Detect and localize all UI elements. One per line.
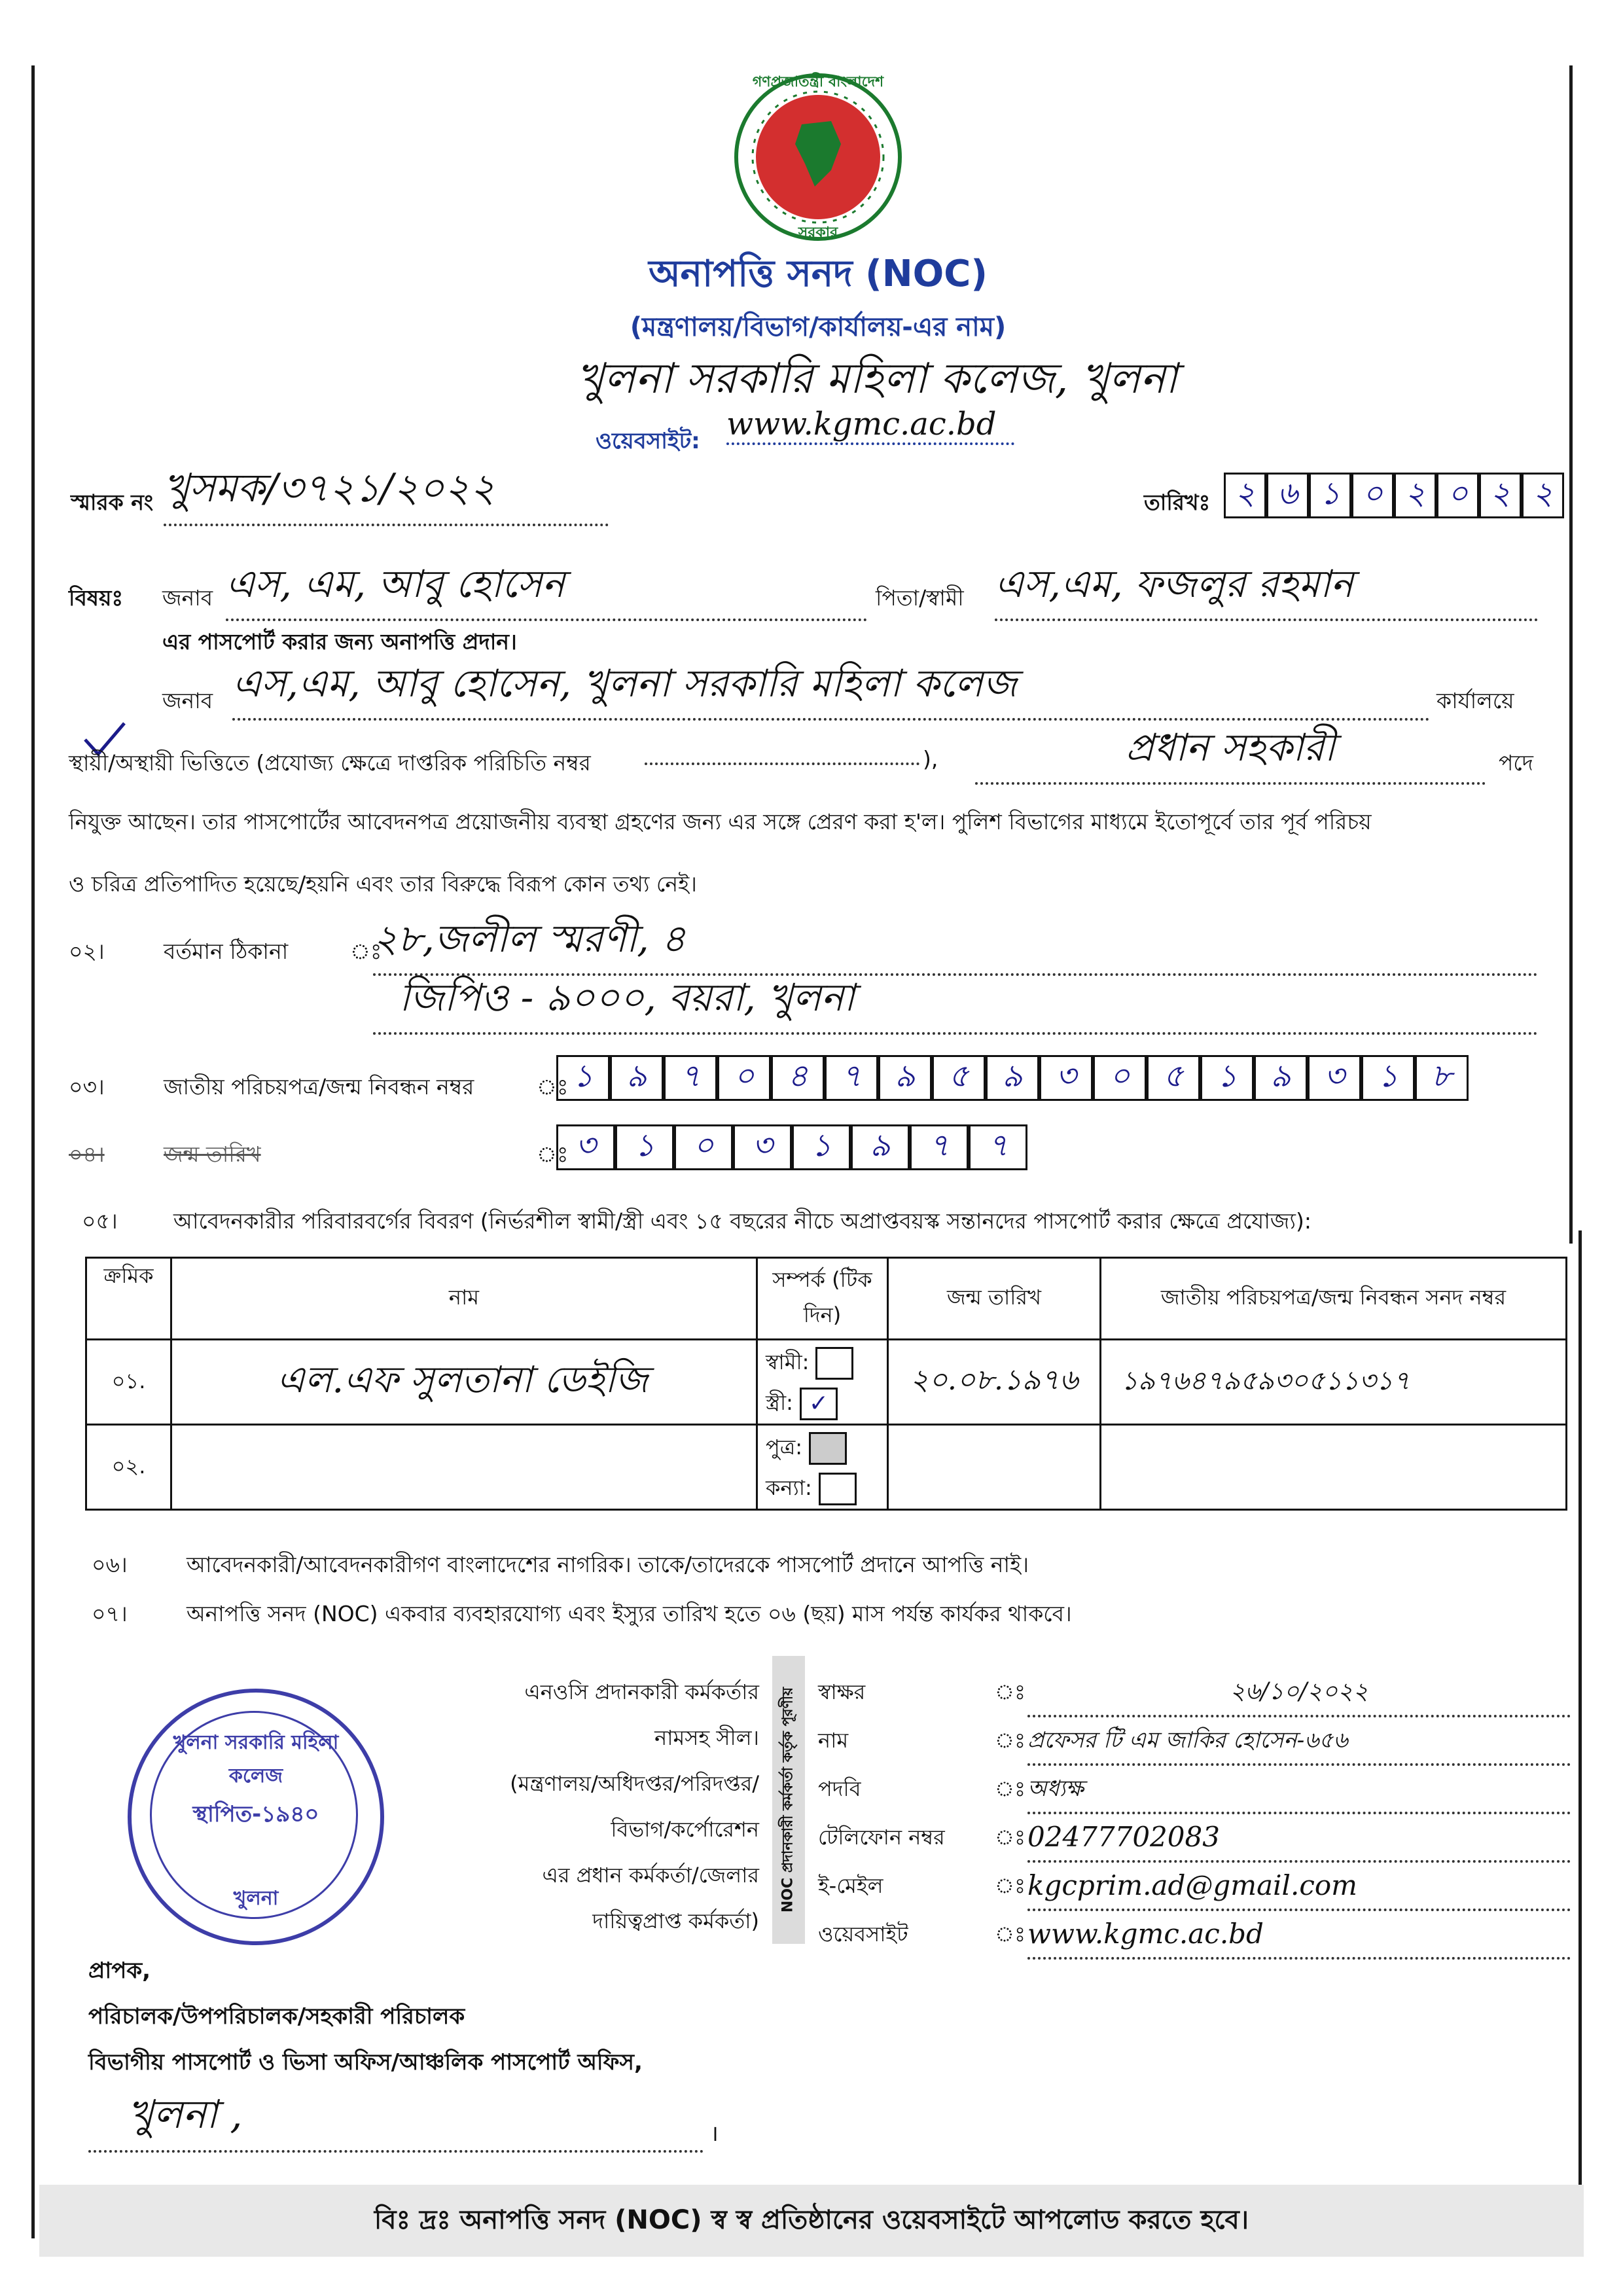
col-relation-header: সম্পর্ক (টিক দিন) bbox=[757, 1258, 888, 1340]
signatory-line: এর প্রধান কর্মকর্তা/জেলার bbox=[542, 1863, 759, 1888]
address-label: বর্তমান ঠিকানা bbox=[164, 939, 289, 964]
noc-vertical-label: NOC প্রদানকারী কর্মকর্তা কর্তৃক পূরণীয় bbox=[779, 1687, 796, 1913]
subject-father-label: পিতা/স্বামী bbox=[876, 585, 964, 611]
recipient-line1: পরিচালক/উপপরিচালক/সহকারী পরিচালক bbox=[88, 2003, 465, 2030]
nid-num: ০৩। bbox=[69, 1074, 105, 1100]
subject-line2: এর পাসপোর্ট করার জন্য অনাপত্তি প্রদান। bbox=[162, 629, 517, 655]
government-emblem bbox=[733, 72, 903, 242]
nid-digit-boxes bbox=[556, 1055, 1469, 1101]
nid-digit-box: ১ bbox=[556, 1055, 610, 1101]
address-sep: ঃ bbox=[350, 939, 382, 964]
nid-digit-box: ১ bbox=[1200, 1055, 1254, 1101]
table-row bbox=[86, 1340, 1567, 1425]
family-num: ০৫। bbox=[82, 1208, 118, 1234]
field-sep: ঃ bbox=[995, 1873, 1026, 1898]
address-line2: জিপিও - ৯০০০, বয়রা, খুলনা bbox=[373, 969, 1538, 1035]
signatory-fields bbox=[818, 1669, 1571, 1960]
recipient-label: প্রাপক, bbox=[88, 1958, 151, 1984]
dob-digit-box: ০ bbox=[674, 1124, 733, 1170]
field-sep: ঃ bbox=[995, 1728, 1026, 1753]
post-value: প্রধান সহকারী bbox=[975, 719, 1486, 785]
field-sep: ঃ bbox=[995, 1679, 1026, 1704]
body-mr-label: জনাব bbox=[162, 688, 213, 713]
emblem-arc-text: গণপ্রজাতন্ত্রী বাংলাদেশ bbox=[752, 74, 884, 90]
field-telephone bbox=[818, 1814, 1571, 1863]
relation-checkbox-2[interactable] bbox=[819, 1473, 857, 1505]
row-dob bbox=[888, 1425, 1101, 1510]
body-paragraph-line1: নিযুক্ত আছেন। তার পাসপোর্টের আবেদনপত্র প্রয়োজনীয় ব্যবস্থা গ্রহণের জন্য এর সঙ্গে প্রেরণ করা হ'ল। পুলিশ বিভাগের মাধ্যমে ইতোপূর্বে তার পূর্ব পরিচয় bbox=[69, 809, 1372, 834]
field-signature bbox=[818, 1669, 1571, 1717]
col-name-header: নাম bbox=[171, 1258, 757, 1340]
nid-digit-box: ০ bbox=[717, 1055, 771, 1101]
dob-digit-box: ১ bbox=[615, 1124, 674, 1170]
row-nid bbox=[1101, 1425, 1567, 1510]
field-sep: ঃ bbox=[995, 1825, 1026, 1850]
dob-digit-box: ৩ bbox=[556, 1124, 615, 1170]
page-subtitle: (মন্ত্রণালয়/বিভাগ/কার্যালয়-এর নাম) bbox=[630, 312, 1007, 342]
field-value: প্রফেসর টি এম জাকির হোসেন-৬৫৬ bbox=[1027, 1717, 1571, 1766]
nid-label: জাতীয় পরিচয়পত্র/জন্ম নিবন্ধন নম্বর bbox=[164, 1074, 474, 1100]
college-seal bbox=[128, 1689, 384, 1945]
signatory-line: (মন্ত্রণালয়/অধিদপ্তর/পরিদপ্তর/ bbox=[510, 1771, 759, 1796]
date-digit-box: ২ bbox=[1224, 473, 1266, 518]
field-value: 02477702083 bbox=[1027, 1814, 1571, 1863]
subject-name: এস, এম, আবু হোসেন bbox=[226, 555, 867, 621]
nid-digit-box: ৯ bbox=[878, 1055, 932, 1101]
nid-digit-box: ৩ bbox=[1039, 1055, 1093, 1101]
signatory-line: বিভাগ/কর্পোরেশন bbox=[611, 1817, 759, 1842]
page-right-edge-lower bbox=[1578, 1230, 1582, 2238]
seal-center-text: স্থাপিত-১৯৪০ bbox=[192, 1801, 319, 1827]
clause-06-text: আবেদনকারী/আবেদনকারীগণ বাংলাদেশের নাগরিক। তাকে/তাদেরকে পাসপোর্ট প্রদানে আপত্তি নাই। bbox=[187, 1552, 1029, 1577]
relation-option-1: স্বামী: bbox=[766, 1349, 810, 1374]
field-sep: ঃ bbox=[995, 1922, 1026, 1946]
signatory-left-block bbox=[393, 1669, 759, 1944]
field-label: পদবি bbox=[818, 1776, 861, 1801]
dob-digit-box: ১ bbox=[792, 1124, 851, 1170]
field-label: স্বাক্ষর bbox=[818, 1679, 866, 1704]
dob-num: ০৪। bbox=[69, 1141, 105, 1167]
dob-label: জন্ম তারিখ bbox=[164, 1141, 261, 1167]
row-relation bbox=[757, 1340, 888, 1425]
nid-digit-box: ৯ bbox=[986, 1055, 1039, 1101]
memo-label: স্মারক নং bbox=[71, 490, 154, 515]
relation-checkbox-1[interactable] bbox=[809, 1432, 847, 1465]
nid-digit-box: ৯ bbox=[1254, 1055, 1308, 1101]
date-digit-box: ২ bbox=[1394, 473, 1436, 518]
dob-digit-box: ৯ bbox=[851, 1124, 910, 1170]
basis-id-blank bbox=[645, 762, 919, 765]
subject-mr-label: জনাব bbox=[162, 585, 213, 611]
date-digit-box: ৬ bbox=[1266, 473, 1309, 518]
field-value: kgcprim.ad@gmail.com bbox=[1027, 1863, 1571, 1911]
col-nid-header: জাতীয় পরিচয়পত্র/জন্ম নিবন্ধন সনদ নম্বর bbox=[1101, 1258, 1567, 1340]
nid-sep: ঃ bbox=[537, 1074, 569, 1100]
field-label: নাম bbox=[818, 1728, 849, 1753]
noc-vertical-strip bbox=[772, 1656, 805, 1944]
row-dob: ২০.০৮.১৯৭৬ bbox=[888, 1340, 1101, 1425]
field-value: অধ্যক্ষ bbox=[1027, 1766, 1571, 1814]
subject-label: বিষয়ঃ bbox=[69, 585, 124, 611]
dob-digit-box: ৭ bbox=[910, 1124, 969, 1170]
address-line1: ২৮,জলীল স্মরণী, ৪ bbox=[373, 910, 1538, 976]
nid-digit-box: ৭ bbox=[825, 1055, 878, 1101]
signatory-line: নামসহ সীল। bbox=[654, 1725, 759, 1750]
table-row bbox=[86, 1425, 1567, 1510]
dob-digit-box: ৩ bbox=[733, 1124, 792, 1170]
dob-digit-box: ৭ bbox=[969, 1124, 1027, 1170]
website-label: ওয়েবসাইট: bbox=[596, 428, 700, 454]
dob-digit-boxes bbox=[556, 1124, 1027, 1170]
nid-digit-box: ৭ bbox=[664, 1055, 717, 1101]
date-digit-box: ২ bbox=[1522, 473, 1564, 518]
row-serial: ০২. bbox=[86, 1425, 171, 1510]
field-name bbox=[818, 1717, 1571, 1766]
col-dob-header: জন্ম তারিখ bbox=[888, 1258, 1101, 1340]
field-label: ই-মেইল bbox=[818, 1873, 883, 1898]
seal-ring-text: খুলনা সরকারি মহিলা কলেজ bbox=[173, 1731, 339, 1787]
dob-sep: ঃ bbox=[537, 1141, 569, 1167]
family-table bbox=[85, 1257, 1567, 1511]
address-num: ০২। bbox=[69, 939, 105, 964]
field-sep: ঃ bbox=[995, 1776, 1026, 1801]
field-label: টেলিফোন নম্বর bbox=[818, 1825, 945, 1850]
memo-value: খুসমক/৩৭২১/২০২২ bbox=[164, 458, 609, 526]
relation-checkbox-1[interactable] bbox=[815, 1347, 853, 1380]
seal-bottom-text: খুলনা bbox=[233, 1887, 279, 1910]
clause-06-num: ০৬। bbox=[92, 1552, 128, 1577]
signatory-line: এনওসি প্রদানকারী কর্মকর্তার bbox=[524, 1679, 759, 1704]
basis-text: স্থায়ী/অস্থায়ী ভিত্তিতে (প্রযোজ্য ক্ষেত্রে দাপ্তরিক পরিচিতি নম্বর bbox=[69, 750, 591, 776]
col-serial-header: ক্রমিক bbox=[86, 1258, 171, 1340]
footer-note: বিঃ দ্রঃ অনাপত্তি সনদ (NOC) স্ব স্ব প্রতিষ্ঠানের ওয়েবসাইটে আপলোড করতে হবে। bbox=[39, 2185, 1584, 2257]
post-suffix: পদে bbox=[1499, 750, 1533, 776]
subject-father-name: এস,এম, ফজলুর রহমান bbox=[995, 555, 1538, 621]
row-relation bbox=[757, 1425, 888, 1510]
row-nid: ১৯৭৬৪৭৯৫৯৩০৫১১৩১৭ bbox=[1101, 1340, 1567, 1425]
recipient-line3: খুলনা , bbox=[88, 2085, 704, 2153]
recipient-end: । bbox=[710, 2121, 719, 2147]
field-website bbox=[818, 1911, 1571, 1960]
emblem-bottom-text: সরকার bbox=[798, 224, 838, 241]
emblem-icon bbox=[733, 72, 903, 242]
nid-digit-box: ১ bbox=[1361, 1055, 1415, 1101]
date-digit-box: ২ bbox=[1479, 473, 1522, 518]
clause-07-num: ০৭। bbox=[92, 1601, 128, 1626]
date-digit-box: ০ bbox=[1436, 473, 1479, 518]
date-digit-boxes bbox=[1224, 473, 1564, 518]
field-value: www.kgmc.ac.bd bbox=[1027, 1911, 1571, 1960]
nid-digit-box: ০ bbox=[1093, 1055, 1147, 1101]
field-email bbox=[818, 1863, 1571, 1911]
page-left-edge bbox=[31, 65, 35, 2238]
recipient-line2: বিভাগীয় পাসপোর্ট ও ভিসা অফিস/আঞ্চলিক পাসপোর্ট অফিস, bbox=[88, 2049, 643, 2075]
relation-checkbox-2[interactable]: ✓ bbox=[800, 1388, 838, 1420]
row-serial: ০১. bbox=[86, 1340, 171, 1425]
office-name: খুলনা সরকারি মহিলা কলেজ, খুলনা bbox=[576, 355, 1178, 403]
date-digit-box: ১ bbox=[1309, 473, 1351, 518]
body-paragraph-line2: ও চরিত্র প্রতিপাদিত হয়েছে/হয়নি এবং তার বিরুদ্ধে বিরূপ কোন তথ্য নেই। bbox=[69, 871, 697, 897]
nid-digit-box: ৫ bbox=[932, 1055, 986, 1101]
clause-07-text: অনাপত্তি সনদ (NOC) একবার ব্যবহারযোগ্য এবং ইস্যুর তারিখ হতে ০৬ (ছয়) মাস পর্যন্ত কার্যকর থাকবে। bbox=[187, 1601, 1072, 1626]
row-name: এল.এফ সুলতানা ডেইজি bbox=[171, 1340, 757, 1425]
nid-digit-box: ৮ bbox=[1415, 1055, 1469, 1101]
relation-option-1: পুত্র: bbox=[766, 1434, 803, 1460]
date-label: তারিখঃ bbox=[1144, 490, 1211, 515]
nid-digit-box: ৫ bbox=[1147, 1055, 1200, 1101]
body-name-office: এস,এম, আবু হোসেন, খুলনা সরকারি মহিলা কলেজ bbox=[232, 655, 1430, 721]
basis-close: ), bbox=[923, 746, 938, 772]
signatory-line: দায়িত্বপ্রাপ্ত কর্মকর্তা) bbox=[592, 1909, 759, 1933]
field-value: ২৬/১০/২০২২ bbox=[1027, 1669, 1571, 1717]
page-title: অনাপত্তি সনদ (NOC) bbox=[649, 253, 988, 295]
nid-digit-box: ৪ bbox=[771, 1055, 825, 1101]
website-value: www.kgmc.ac.bd bbox=[726, 406, 1014, 445]
body-office-suffix: কার্যালয়ে bbox=[1436, 688, 1514, 713]
field-label: ওয়েবসাইট bbox=[818, 1922, 908, 1946]
relation-option-2: স্ত্রী: bbox=[766, 1390, 793, 1415]
family-intro: আবেদনকারীর পরিবারবর্গের বিবরণ (নির্ভরশীল স্বামী/স্ত্রী এবং ১৫ বছরের নীচে অপ্রাপ্তবয়স্ক সন্তানদের পাসপোর্ট করার ক্ষেত্রে প্রযোজ্য): bbox=[173, 1208, 1311, 1234]
field-designation bbox=[818, 1766, 1571, 1814]
page-right-edge bbox=[1569, 65, 1573, 1244]
row-name bbox=[171, 1425, 757, 1510]
date-digit-box: ০ bbox=[1351, 473, 1394, 518]
relation-option-2: কন্যা: bbox=[766, 1475, 812, 1500]
nid-digit-box: ৩ bbox=[1308, 1055, 1361, 1101]
nid-digit-box: ৯ bbox=[610, 1055, 664, 1101]
